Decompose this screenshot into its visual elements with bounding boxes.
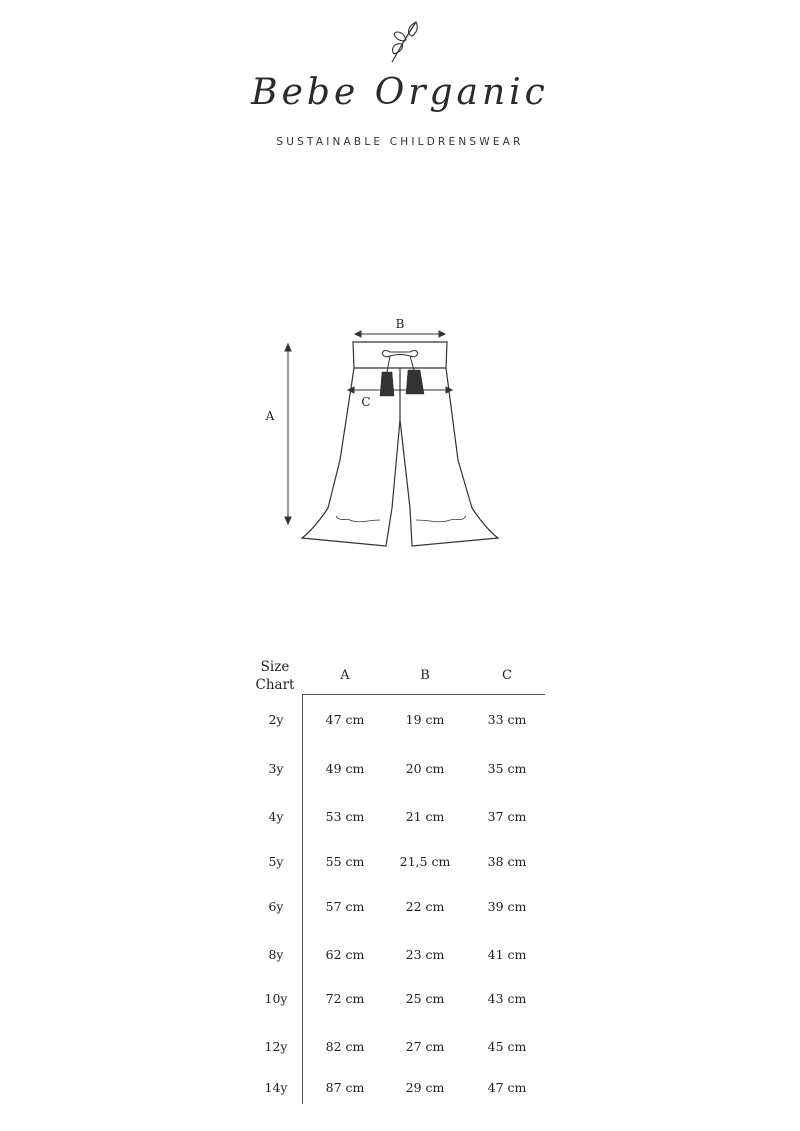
measure-c-cell: 35 cm xyxy=(487,761,527,776)
size-cell: 2y xyxy=(268,712,284,727)
leaf-sprig-icon xyxy=(384,18,424,64)
measure-a-cell: 47 cm xyxy=(325,712,365,727)
table-row xyxy=(240,899,560,919)
column-header-a: A xyxy=(340,668,350,683)
header-divider xyxy=(302,694,545,695)
garment-diagram xyxy=(240,310,540,570)
measure-a-cell: 55 cm xyxy=(325,854,365,869)
table-row xyxy=(240,761,560,781)
ruffle-pants-icon xyxy=(302,342,498,546)
measure-c-cell: 33 cm xyxy=(487,712,527,727)
label-c: C xyxy=(361,395,371,409)
column-header-b: B xyxy=(420,668,430,683)
measure-b-cell: 29 cm xyxy=(405,1080,445,1095)
measure-c-cell: 41 cm xyxy=(487,947,527,962)
measure-a-cell: 87 cm xyxy=(325,1080,365,1095)
measure-b-cell: 19 cm xyxy=(405,712,445,727)
column-header-c: C xyxy=(502,668,512,683)
size-cell: 14y xyxy=(264,1080,288,1095)
table-row xyxy=(240,712,560,732)
measure-a-cell: 72 cm xyxy=(325,991,365,1006)
brand-tagline: SUSTAINABLE CHILDRENSWEAR xyxy=(276,136,524,148)
measure-b-cell: 21,5 cm xyxy=(399,854,451,869)
table-row xyxy=(240,1080,560,1100)
table-row xyxy=(240,1039,560,1059)
label-a: A xyxy=(265,409,275,423)
size-cell: 12y xyxy=(264,1039,288,1054)
table-row xyxy=(240,991,560,1011)
measure-b-cell: 22 cm xyxy=(405,899,445,914)
measure-c-cell: 45 cm xyxy=(487,1039,527,1054)
size-cell: 3y xyxy=(268,761,284,776)
size-cell: 4y xyxy=(268,809,284,824)
measure-b-cell: 23 cm xyxy=(405,947,445,962)
size-cell: 5y xyxy=(268,854,284,869)
measure-a-cell: 53 cm xyxy=(325,809,365,824)
measure-a-cell: 62 cm xyxy=(325,947,365,962)
table-row xyxy=(240,809,560,829)
measure-b-cell: 21 cm xyxy=(405,809,445,824)
measure-c-cell: 47 cm xyxy=(487,1080,527,1095)
measure-b-cell: 25 cm xyxy=(405,991,445,1006)
measure-c-cell: 39 cm xyxy=(487,899,527,914)
label-b: B xyxy=(395,317,405,331)
size-cell: 10y xyxy=(264,991,288,1006)
measure-a-cell: 49 cm xyxy=(325,761,365,776)
measure-c-cell: 38 cm xyxy=(487,854,527,869)
size-chart-label: Size Chart xyxy=(255,659,295,693)
measure-c-cell: 43 cm xyxy=(487,991,527,1006)
measure-c-cell: 37 cm xyxy=(487,809,527,824)
table-row xyxy=(240,854,560,874)
measure-a-cell: 82 cm xyxy=(325,1039,365,1054)
measure-a-cell: 57 cm xyxy=(325,899,365,914)
size-cell: 6y xyxy=(268,899,284,914)
size-cell: 8y xyxy=(268,947,284,962)
brand-name: Bebe Organic xyxy=(251,72,549,113)
table-row xyxy=(240,947,560,967)
measure-b-cell: 27 cm xyxy=(405,1039,445,1054)
size-chart-table xyxy=(240,650,560,1110)
measure-b-cell: 20 cm xyxy=(405,761,445,776)
